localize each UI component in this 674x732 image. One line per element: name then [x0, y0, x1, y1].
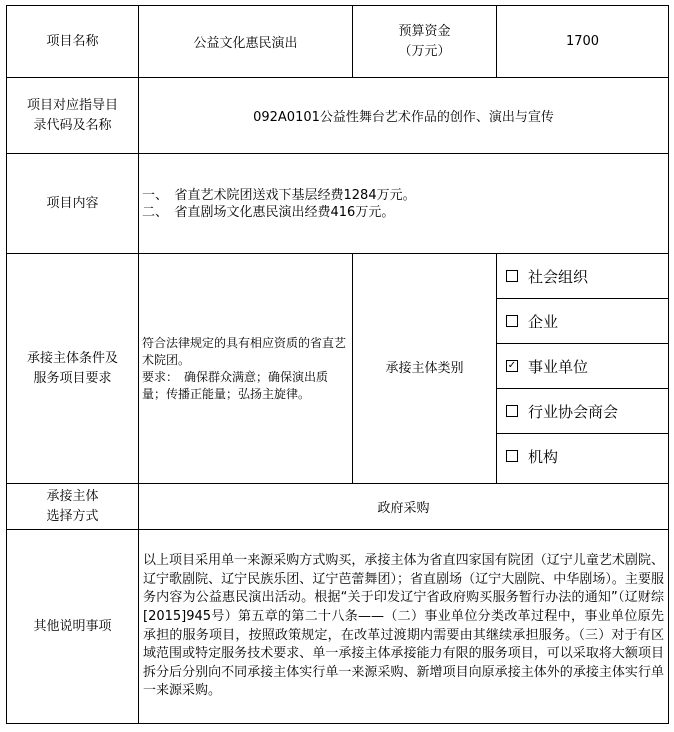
option-industry-association-label: 行业协会商会: [528, 402, 619, 421]
checkbox-enterprise[interactable]: [506, 315, 518, 327]
method-value: 政府采购: [139, 484, 669, 530]
method-label-line1: 承接主体: [46, 488, 99, 504]
catalog-label: [7, 78, 139, 154]
catalog-label-line1: 项目对应指导目: [26, 97, 118, 113]
option-social-org-label: 社会组织: [528, 267, 589, 286]
checkbox-industry-association[interactable]: [506, 405, 518, 417]
option-organization-label: 机构: [528, 447, 559, 466]
row-content: [7, 154, 669, 254]
row-method: [7, 484, 669, 530]
content-line-2: 二、 省直剧场文化惠民演出经费416万元。: [142, 204, 395, 220]
row-notes: [7, 530, 669, 724]
catalog-value: 092A0101公益性舞台艺术作品的创作、演出与宣传: [139, 78, 669, 154]
option-industry-association[interactable]: [497, 389, 668, 434]
check-mark-icon: ✓: [507, 360, 517, 371]
content-label: 项目内容: [7, 154, 139, 254]
option-public-institution[interactable]: [497, 344, 668, 389]
notes-label: 其他说明事项: [7, 530, 139, 724]
row-catalog: [7, 78, 669, 154]
conditions-text: 符合法律规定的具有相应资质的省直艺术院团。 要求： 确保群众满意；确保演出质量；传播正能量；弘扬主旋律。: [139, 254, 353, 484]
project-info-table: [6, 5, 669, 724]
method-label: [7, 484, 139, 530]
notes-text: 以上项目采用单一来源采购方式购买，承接主体为省直四家国有院团（辽宁儿童艺术剧院、辽宁歌剧院、辽宁民族乐团、辽宁芭蕾舞团）；省直剧场（辽宁大剧院、中华剧场）。主要服务内容为公益惠民演出活动。根据“关于印发辽宁省政府购买服务暂行办法的通知”（辽财综[2015]945号）第五章的第二十八条——（二）事业单位分类改革过程中，事业单位原先承担的服务项目，按照政策规定，在改革过渡期内需要由其继续承担服务。（三）对于有区域范围或特定服务技术要求、单一承接主体承接能力有限的服务项目，可以采取将大额项目拆分后分别向不同承接主体实行单一来源采购、新增项目向原承接主体外的承接主体实行单一来源采购。: [139, 530, 669, 724]
catalog-label-line2: 录代码及名称: [33, 117, 112, 133]
option-public-institution-label: 事业单位: [528, 357, 589, 376]
checkbox-organization[interactable]: [506, 450, 518, 462]
conditions-label: [7, 254, 139, 484]
method-label-line2: 选择方式: [46, 508, 99, 524]
budget-label-line2: （万元）: [398, 43, 451, 59]
option-enterprise[interactable]: [497, 299, 668, 344]
project-name-label: 项目名称: [7, 6, 139, 78]
budget-value: 1700: [497, 6, 669, 78]
checkbox-public-institution[interactable]: [506, 360, 518, 372]
conditions-label-line2: 服务项目要求: [33, 370, 112, 386]
option-organization[interactable]: [497, 434, 668, 478]
conditions-label-line1: 承接主体条件及: [26, 350, 118, 366]
content-line-1: 一、 省直艺术院团送戏下基层经费1284万元。: [142, 187, 416, 203]
category-options: [497, 254, 669, 484]
checkbox-social-org[interactable]: [506, 270, 518, 282]
category-label: 承接主体类别: [353, 254, 497, 484]
content-value: [139, 154, 669, 254]
option-social-org[interactable]: [497, 254, 668, 299]
row-conditions: [7, 254, 669, 484]
row-project-name: [7, 6, 669, 78]
option-enterprise-label: 企业: [528, 312, 559, 331]
budget-label-line1: 预算资金: [398, 23, 451, 39]
budget-label: [353, 6, 497, 78]
project-name-value: 公益文化惠民演出: [139, 6, 353, 78]
